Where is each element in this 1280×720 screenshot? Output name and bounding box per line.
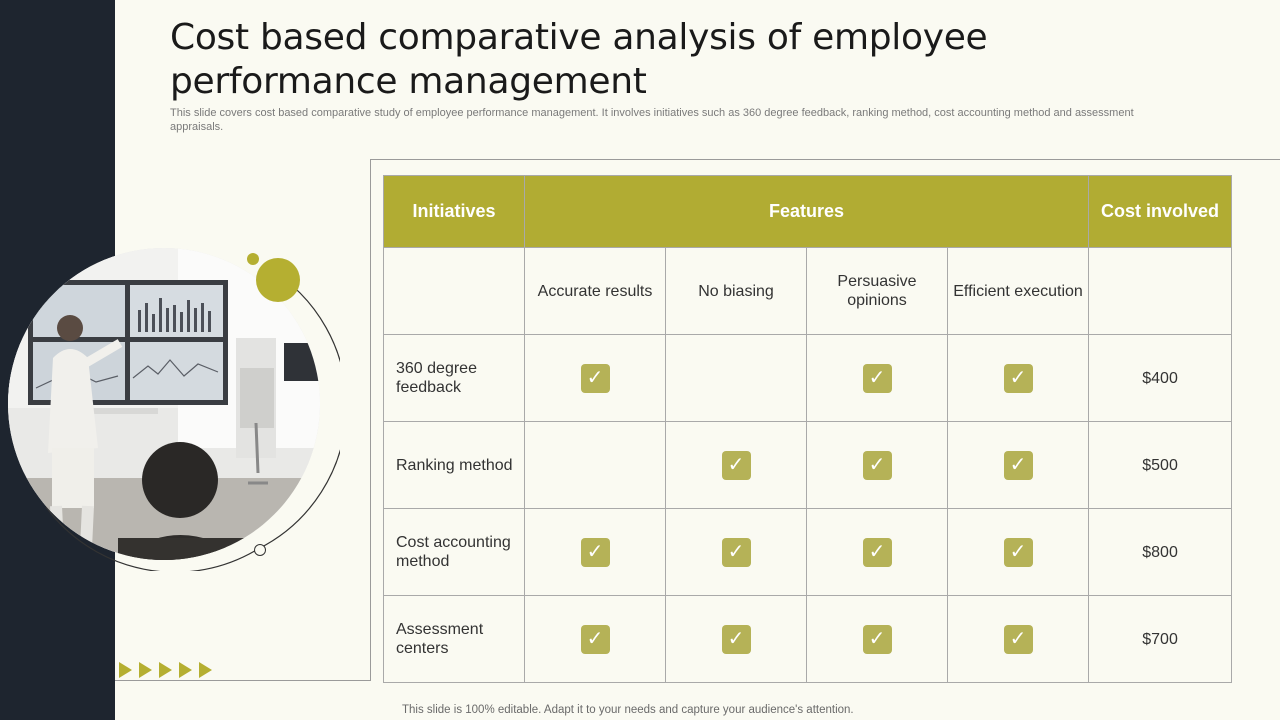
arrow-decoration [119, 662, 212, 678]
header-row [384, 176, 1232, 248]
table-row [384, 335, 1232, 422]
cost-value: $800 [1089, 509, 1232, 596]
check-icon: ✓ [1004, 451, 1033, 480]
check-icon: ✓ [722, 538, 751, 567]
feature-cell [666, 509, 807, 596]
triangle-right-icon [119, 662, 132, 678]
check-icon: ✓ [863, 625, 892, 654]
frame-line-bottom [115, 680, 371, 681]
check-icon: ✓ [581, 625, 610, 654]
check-icon: ✓ [722, 625, 751, 654]
initiative-name: Cost accounting method [384, 509, 525, 596]
feature-cell [525, 335, 666, 422]
feature-accurate-results: Accurate results [525, 248, 666, 335]
slide-title: Cost based comparative analysis of employee performance management [170, 17, 988, 102]
slide-footer: This slide is 100% editable. Adapt it to your needs and capture your audience's attention. [402, 704, 854, 716]
header-initiatives: Initiatives [384, 176, 525, 248]
feature-cell [525, 509, 666, 596]
triangle-right-icon [179, 662, 192, 678]
table-row [384, 422, 1232, 509]
check-icon: ✓ [1004, 538, 1033, 567]
table-row [384, 596, 1232, 683]
feature-cell [807, 596, 948, 683]
comparison-table [383, 175, 1232, 683]
feature-cell [807, 335, 948, 422]
feature-cell [666, 596, 807, 683]
empty-cell [384, 248, 525, 335]
check-icon: ✓ [863, 451, 892, 480]
triangle-right-icon [199, 662, 212, 678]
check-icon: ✓ [722, 451, 751, 480]
cost-value: $500 [1089, 422, 1232, 509]
initiative-name: 360 degree feedback [384, 335, 525, 422]
header-features: Features [525, 176, 1089, 248]
table-row [384, 509, 1232, 596]
feature-cell [666, 335, 807, 422]
header-cost: Cost involved [1089, 176, 1232, 248]
feature-cell [948, 509, 1089, 596]
decorative-ring-dot [254, 544, 266, 556]
check-icon: ✓ [1004, 625, 1033, 654]
feature-cell [948, 335, 1089, 422]
initiative-rows [384, 335, 1232, 683]
cost-value: $700 [1089, 596, 1232, 683]
feature-persuasive-opinions: Persuasive opinions [807, 248, 948, 335]
slide-subtitle: This slide covers cost based comparative study of employee performance management. It involves initiatives such as 360 degree feedback, ranking method, cost accounting method and assessment appraisals. [170, 107, 1134, 133]
feature-cell [525, 596, 666, 683]
decorative-dot-small [247, 253, 259, 265]
check-icon: ✓ [581, 538, 610, 567]
check-icon: ✓ [863, 364, 892, 393]
frame-line-top [370, 159, 1280, 160]
feature-cell [948, 596, 1089, 683]
features-row [384, 248, 1232, 335]
initiative-name: Assessment centers [384, 596, 525, 683]
triangle-right-icon [139, 662, 152, 678]
initiative-name: Ranking method [384, 422, 525, 509]
feature-no-biasing: No biasing [666, 248, 807, 335]
decorative-dot-large [256, 258, 300, 302]
check-icon: ✓ [863, 538, 892, 567]
feature-cell [525, 422, 666, 509]
triangle-right-icon [159, 662, 172, 678]
feature-cell [807, 509, 948, 596]
cost-value: $400 [1089, 335, 1232, 422]
empty-cell [1089, 248, 1232, 335]
check-icon: ✓ [581, 364, 610, 393]
check-icon: ✓ [1004, 364, 1033, 393]
feature-cell [666, 422, 807, 509]
feature-cell [948, 422, 1089, 509]
feature-cell [807, 422, 948, 509]
frame-line-left [370, 159, 371, 680]
feature-efficient-execution: Efficient execution [948, 248, 1089, 335]
